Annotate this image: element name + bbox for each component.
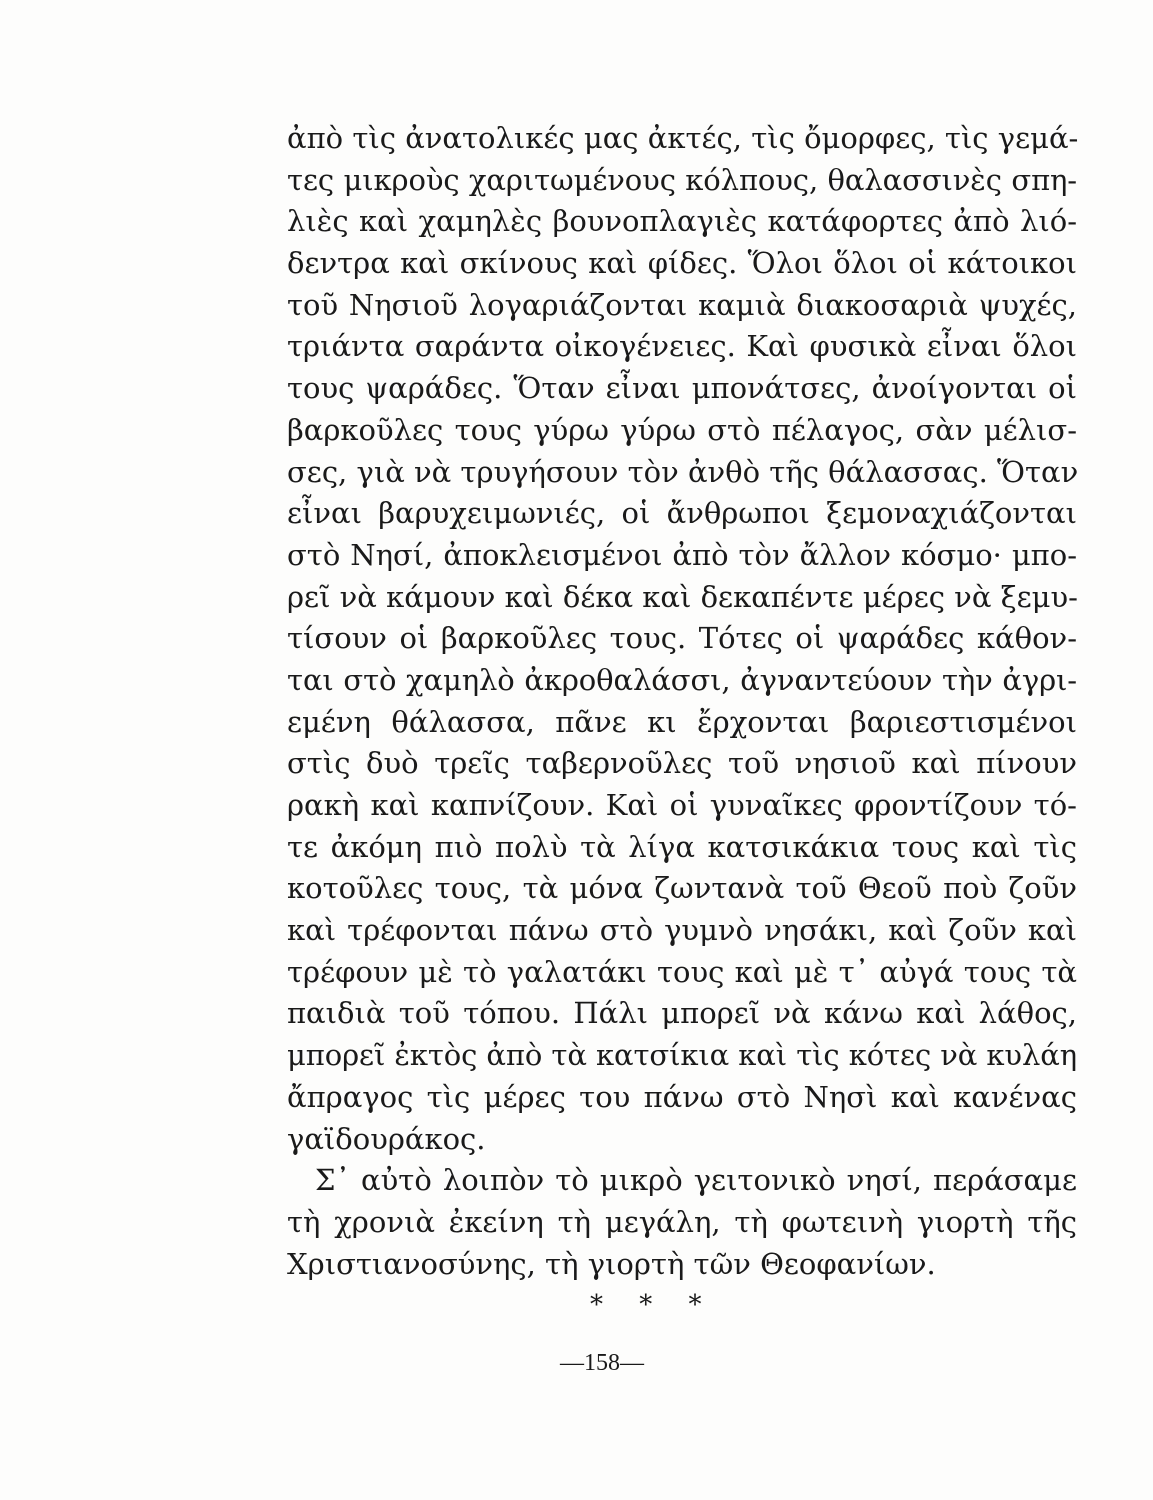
text-line: τε ἀκόμη πιὸ πολὺ τὰ λίγα κατσικάκια τους καὶ τὶς — [287, 829, 1077, 864]
text-line: παιδιὰ τοῦ τόπου. Πάλι μπορεῖ νὰ κάνω καὶ λάθος, — [287, 996, 1077, 1031]
text-line: κοτοῦλες τους, τὰ μόνα ζωντανὰ τοῦ Θεοῦ ποὺ ζοῦν — [287, 871, 1077, 906]
text-line: γαϊδουράκος. — [287, 1121, 486, 1156]
text-line: τὴ χρονιὰ ἐκείνη τὴ μεγάλη, τὴ φωτεινὴ γιορτὴ τῆς — [287, 1204, 1077, 1239]
text-line: τριάντα σαράντα οἰκογένειες. Καὶ φυσικὰ εἶναι ὅλοι — [287, 329, 1077, 364]
text-line: λιὲς καὶ χαμηλὲς βουνοπλαγιὲς κατάφορτες ἀπὸ λιό- — [287, 204, 1077, 239]
page-number: —158— — [560, 1350, 644, 1376]
text-line: ἄπραγος τὶς μέρες του πάνω στὸ Νησὶ καὶ κανένας — [287, 1079, 1077, 1114]
body-text — [287, 118, 1077, 1285]
section-separator: * * * — [590, 1290, 702, 1320]
text-line: ἀπὸ τὶς ἀνατολικές μας ἀκτές, τὶς ὄμορφες, τὶς γεμά- — [287, 121, 1079, 155]
text-line: τρέφουν μὲ τὸ γαλατάκι τους καὶ μὲ τ᾽ αὐγά τους τὰ — [287, 954, 1077, 989]
text-line: τοῦ Νησιοῦ λογαριάζονται καμιὰ διακοσαριὰ ψυχές, — [287, 287, 1077, 322]
text-line: εἶναι βαρυχειμωνιές, οἱ ἄνθρωποι ξεμοναχιάζονται — [287, 496, 1077, 531]
text-line: Χριστιανοσύνης, τὴ γιορτὴ τῶν Θεοφανίων. — [287, 1246, 936, 1281]
text-line: μπορεῖ ἐκτὸς ἀπὸ τὰ κατσίκια καὶ τὶς κότες νὰ κυλάη — [287, 1038, 1077, 1073]
text-line: καὶ τρέφονται πάνω στὸ γυμνὸ νησάκι, καὶ ζοῦν καὶ — [287, 913, 1077, 948]
text-line: δεντρα καὶ σκίνους καὶ φίδες. Ὅλοι ὅλοι οἱ κάτοικοι — [287, 246, 1077, 281]
text-line: τες μικροὺς χαριτωμένους κόλπους, θαλασσινὲς σπη- — [287, 162, 1077, 197]
text-line: ρεῖ νὰ κάμουν καὶ δέκα καὶ δεκαπέντε μέρες νὰ ξεμυ- — [287, 579, 1078, 614]
text-line: στὶς δυὸ τρεῖς ταβερνοῦλες τοῦ νησιοῦ καὶ πίνουν — [287, 746, 1077, 781]
text-line: ρακὴ καὶ καπνίζουν. Καὶ οἱ γυναῖκες φροντίζουν τό- — [287, 788, 1077, 822]
text-line: βαρκοῦλες τους γύρω γύρω στὸ πέλαγος, σὰν μέλισ- — [287, 412, 1077, 447]
text-line: στὸ Νησί, ἀποκλεισμένοι ἀπὸ τὸν ἄλλον κόσμο· μπο- — [287, 537, 1077, 572]
text-line: σες, γιὰ νὰ τρυγήσουν τὸν ἀνθὸ τῆς θάλασσας. Ὅταν — [287, 454, 1079, 489]
text-line: τίσουν οἱ βαρκοῦλες τους. Τότες οἱ ψαράδες κάθον- — [287, 621, 1077, 656]
text-line: εμένη θάλασσα, πᾶνε κι ἔρχονται βαριεστισμένοι — [287, 704, 1077, 739]
text-line: ται στὸ χαμηλὸ ἀκροθαλάσσι, ἀγναντεύουν τὴν ἀγρι- — [287, 662, 1077, 697]
text-line: Σ᾽ αὐτὸ λοιπὸν τὸ μικρὸ γειτονικὸ νησί, περάσαμε — [315, 1163, 1077, 1198]
text-line: τους ψαράδες. Ὅταν εἶναι μπονάτσες, ἀνοίγονται οἱ — [287, 371, 1077, 406]
